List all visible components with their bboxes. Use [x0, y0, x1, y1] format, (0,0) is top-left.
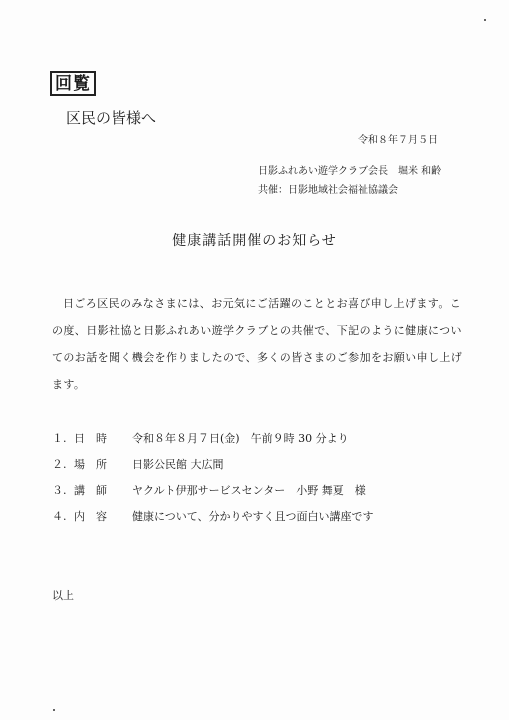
- detail-item-datetime: [52, 430, 374, 456]
- sender-block: [258, 162, 441, 200]
- item-number: １.: [52, 432, 67, 445]
- item-label: 講 師: [74, 484, 107, 497]
- item-number: ２.: [52, 458, 67, 471]
- item-value: 健康について、分かりやすく且つ面白い講座です: [132, 510, 374, 523]
- document-date: 令和８年７月５日: [358, 135, 438, 146]
- details-list: [52, 430, 374, 534]
- circulation-stamp: 回覧: [50, 71, 96, 96]
- detail-item-lecturer: [52, 482, 374, 508]
- document-title: 健康講話開催のお知らせ: [172, 233, 337, 249]
- sender-line-cohost: 共催：日影地域社会福祉協議会: [258, 185, 398, 196]
- item-number: ３.: [52, 484, 67, 497]
- item-value: 令和８年８月７日(金) 午前９時 30 分より: [132, 432, 349, 445]
- sender-line-organizer: 日影ふれあい遊学クラブ会長 堀米 和齢: [258, 166, 442, 177]
- item-value: ヤクルト伊那サービスセンター 小野 舞夏 様: [132, 484, 366, 497]
- item-label: 場 所: [74, 458, 107, 471]
- item-number: ４.: [52, 510, 67, 523]
- item-label: 内 容: [74, 510, 107, 523]
- item-label: 日 時: [74, 432, 107, 445]
- addressee: 区民の皆様へ: [66, 109, 157, 127]
- detail-item-content: [52, 508, 374, 534]
- scan-speck: [53, 709, 55, 711]
- body-paragraph: 日ごろ区民のみなさまには、お元気にご活躍のこととお喜び申し上げます。この度、日影社協と日影ふれあい遊学クラブとの共催で、下記のように健康についてのお話を聞く機会を作りましたので、多くの皆さまのご参加をお願い申し上げます。: [52, 297, 463, 391]
- item-value: 日影公民館 大広間: [132, 458, 224, 471]
- closing-mark: 以上: [52, 589, 74, 602]
- scan-speck: [484, 19, 486, 21]
- detail-item-place: [52, 456, 374, 482]
